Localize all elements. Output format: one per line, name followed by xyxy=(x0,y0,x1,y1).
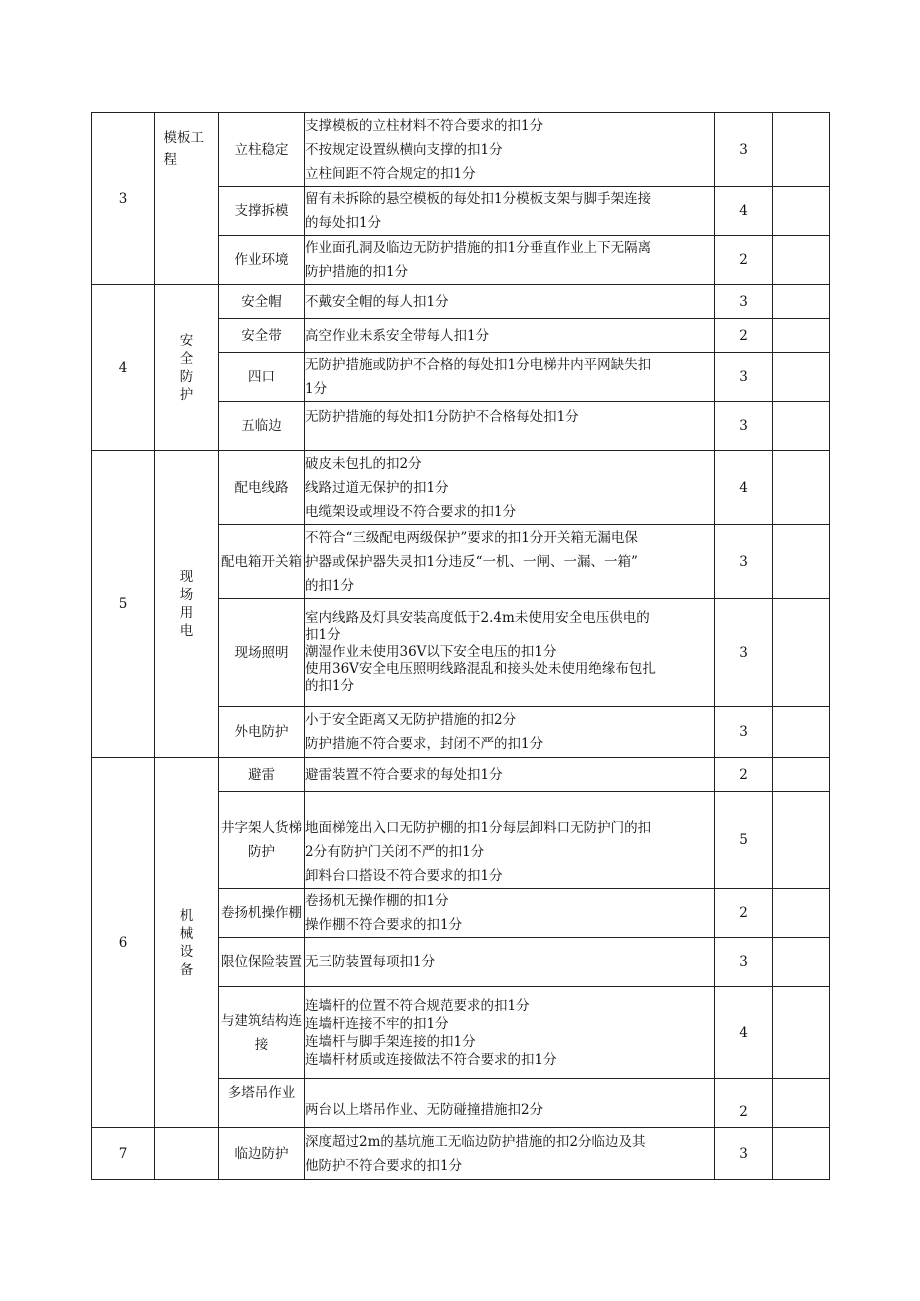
item-name: 外电防护 xyxy=(219,707,305,758)
score-cell: 3 xyxy=(715,599,773,707)
score-cell: 2 xyxy=(715,236,773,285)
item-name: 现场照明 xyxy=(219,599,305,707)
item-name: 临边防护 xyxy=(219,1128,305,1180)
table-row xyxy=(92,113,830,187)
score-cell: 5 xyxy=(715,792,773,889)
safety-inspection-table xyxy=(91,112,830,1180)
category-cell: 现场用电 xyxy=(155,451,219,758)
item-name: 安全带 xyxy=(219,319,305,353)
standard-cell: 不戴安全帽的每人扣1分 xyxy=(305,285,715,319)
blank-cell xyxy=(773,758,830,792)
standard-cell: 深度超过2m的基坑施工无临边防护措施的扣2分临边及其 他防护不符合要求的扣1分 xyxy=(305,1128,715,1180)
blank-cell xyxy=(773,402,830,451)
blank-cell xyxy=(773,938,830,987)
score-cell: 3 xyxy=(715,113,773,187)
standard-cell: 无三防装置每项扣1分 xyxy=(305,938,715,987)
row-number: 5 xyxy=(92,451,155,758)
standard-cell: 作业面孔洞及临边无防护措施的扣1分垂直作业上下无隔离 防护措施的扣1分 xyxy=(305,236,715,285)
category-cell: 机械设备 xyxy=(155,758,219,1128)
score-cell: 4 xyxy=(715,187,773,236)
standard-cell: 地面梯笼出入口无防护棚的扣1分每层卸料口无防护门的扣 2分有防护门关闭不严的扣1分 卸料台口搭设不符合要求的扣1分 xyxy=(305,792,715,889)
blank-cell xyxy=(773,889,830,938)
standard-cell: 破皮未包扎的扣2分 线路过道无保护的扣1分 电缆架设或埋设不符合要求的扣1分 xyxy=(305,451,715,525)
blank-cell xyxy=(773,1079,830,1128)
item-name: 四口 xyxy=(219,353,305,402)
standard-cell: 小于安全距离又无防护措施的扣2分 防护措施不符合要求，封闭不严的扣1分 xyxy=(305,707,715,758)
row-number: 4 xyxy=(92,285,155,451)
item-name: 避雷 xyxy=(219,758,305,792)
score-cell: 2 xyxy=(715,1079,773,1128)
item-name: 作业环境 xyxy=(219,236,305,285)
row-number: 3 xyxy=(92,113,155,285)
standard-cell: 卷扬机无操作棚的扣1分 操作棚不符合要求的扣1分 xyxy=(305,889,715,938)
item-name: 立柱稳定 xyxy=(219,113,305,187)
item-name: 卷扬机操作棚 xyxy=(219,889,305,938)
item-name: 多塔吊作业 xyxy=(219,1079,305,1128)
blank-cell xyxy=(773,599,830,707)
item-name: 支撑拆模 xyxy=(219,187,305,236)
blank-cell xyxy=(773,319,830,353)
standard-cell: 高空作业未系安全带每人扣1分 xyxy=(305,319,715,353)
standard-cell: 避雷装置不符合要求的每处扣1分 xyxy=(305,758,715,792)
blank-cell xyxy=(773,187,830,236)
blank-cell xyxy=(773,792,830,889)
score-cell: 3 xyxy=(715,1128,773,1180)
blank-cell xyxy=(773,451,830,525)
table-row xyxy=(92,758,830,792)
item-name: 配电箱开关箱 xyxy=(219,525,305,599)
score-cell: 2 xyxy=(715,319,773,353)
score-cell: 3 xyxy=(715,402,773,451)
standard-cell: 支撑模板的立柱材料不符合要求的扣1分 不按规定设置纵横向支撑的扣1分 立柱间距不符合规定的扣1分 xyxy=(305,113,715,187)
score-cell: 2 xyxy=(715,758,773,792)
item-name: 配电线路 xyxy=(219,451,305,525)
standard-cell: 两台以上塔吊作业、无防碰撞措施扣2分 xyxy=(305,1079,715,1128)
row-number: 7 xyxy=(92,1128,155,1180)
score-cell: 3 xyxy=(715,285,773,319)
table-row xyxy=(92,451,830,525)
score-cell: 2 xyxy=(715,889,773,938)
standard-cell: 无防护措施的每处扣1分防护不合格每处扣1分 xyxy=(305,402,715,451)
score-cell: 3 xyxy=(715,353,773,402)
blank-cell xyxy=(773,236,830,285)
category-cell xyxy=(155,1128,219,1180)
category-cell: 安全防护 xyxy=(155,285,219,451)
category-cell: 模板工程 xyxy=(155,113,219,285)
standard-cell: 不符合“三级配电两级保护”要求的扣1分开关箱无漏电保 护器或保护器失灵扣1分违反“一机、一闸、一漏、一箱” 的扣1分 xyxy=(305,525,715,599)
standard-cell: 无防护措施或防护不合格的每处扣1分电梯井内平网缺失扣 1分 xyxy=(305,353,715,402)
score-cell: 4 xyxy=(715,987,773,1079)
blank-cell xyxy=(773,113,830,187)
table-row xyxy=(92,285,830,319)
standard-cell: 室内线路及灯具安装高度低于2.4m未使用安全电压供电的 扣1分 潮湿作业未使用36V以下安全电压的扣1分 使用36V安全电压照明线路混乱和接头处未使用绝缘布包扎 的扣1分 xyxy=(305,599,715,707)
blank-cell xyxy=(773,525,830,599)
score-cell: 4 xyxy=(715,451,773,525)
score-cell: 3 xyxy=(715,938,773,987)
item-name: 井字架人货梯防护 xyxy=(219,792,305,889)
table-row xyxy=(92,1128,830,1180)
score-cell: 3 xyxy=(715,525,773,599)
blank-cell xyxy=(773,707,830,758)
item-name: 限位保险装置 xyxy=(219,938,305,987)
standard-cell: 连墙杆的位置不符合规范要求的扣1分 连墙杆连接不牢的扣1分 连墙杆与脚手架连接的扣1分 连墙杆材质或连接做法不符合要求的扣1分 xyxy=(305,987,715,1079)
standard-cell: 留有未拆除的悬空模板的每处扣1分模板支架与脚手架连接 的每处扣1分 xyxy=(305,187,715,236)
item-name: 与建筑结构连接 xyxy=(219,987,305,1079)
row-number: 6 xyxy=(92,758,155,1128)
score-cell: 3 xyxy=(715,707,773,758)
blank-cell xyxy=(773,1128,830,1180)
item-name: 五临边 xyxy=(219,402,305,451)
blank-cell xyxy=(773,353,830,402)
blank-cell xyxy=(773,285,830,319)
item-name: 安全帽 xyxy=(219,285,305,319)
blank-cell xyxy=(773,987,830,1079)
